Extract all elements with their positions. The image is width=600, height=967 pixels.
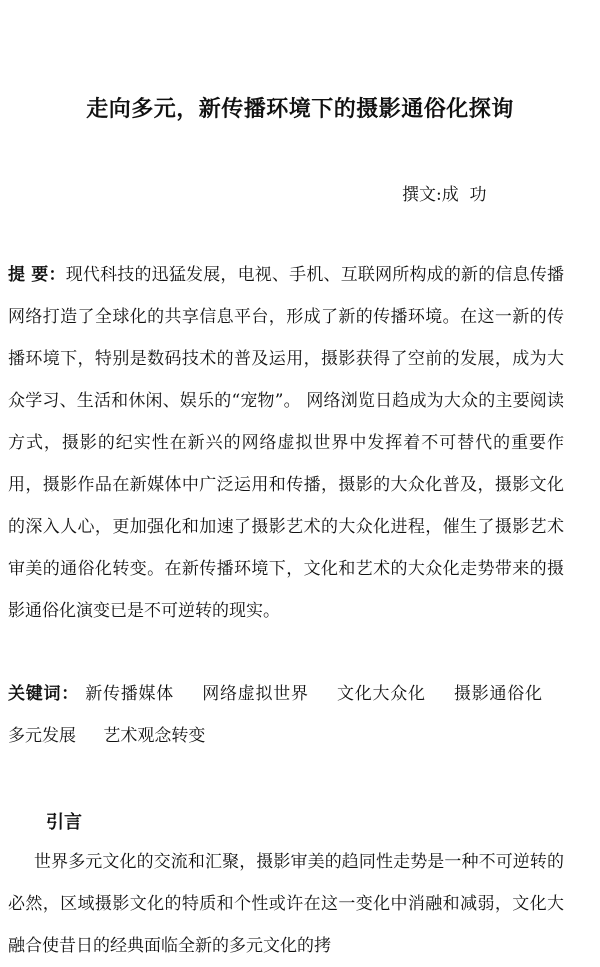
document-title: 走向多元，新传播环境下的摄影通俗化探询 bbox=[86, 97, 514, 122]
introduction-paragraph: 世界多元文化的交流和汇聚，摄影审美的趋同性走势是一种不可逆转的必然，区域摄影文化的特质和个性或许在这一变化中消融和减弱，文化大融合使昔日的经典面临全新的多元文化的拷 bbox=[8, 852, 564, 956]
keyword: 多元发展 bbox=[8, 726, 76, 746]
keyword: 文化大众化 bbox=[337, 684, 426, 704]
section-heading-introduction: 引言 bbox=[46, 812, 82, 833]
keyword: 网络虚拟世界 bbox=[202, 684, 309, 704]
keywords-paragraph bbox=[8, 673, 564, 757]
abstract-label: 提 要： bbox=[8, 265, 66, 285]
abstract-paragraph bbox=[8, 254, 564, 632]
keyword: 新传播媒体 bbox=[85, 684, 175, 704]
keyword: 摄影通俗化 bbox=[454, 684, 543, 704]
byline: 撰文:成 功 bbox=[402, 185, 487, 205]
keyword: 艺术观念转变 bbox=[103, 726, 206, 746]
abstract-text: 现代科技的迅猛发展，电视、手机、互联网所构成的新的信息传播网络打造了全球化的共享信息平台，形成了新的传播环境。在这一新的传播环境下，特别是数码技术的普及运用，摄影获得了空前的发展，成为大众学习、生活和休闲、娱乐的“宠物”。 网络浏览日趋成为大众的主要阅读方式，摄影的纪实性在新兴的网络虚拟世界中发挥着不可替代的重要作用，摄影作品在新媒体中广泛运用和传播，摄影的大众化普及，摄影文化的深入人心，更加强化和加速了摄影艺术的大众化进程，催生了摄影艺术审美的通俗化转变。在新传播环境下，文化和艺术的大众化走势带来的摄影通俗化演变已是不可逆转的现实。 bbox=[8, 265, 565, 621]
keywords-label: 关键词： bbox=[8, 684, 80, 704]
